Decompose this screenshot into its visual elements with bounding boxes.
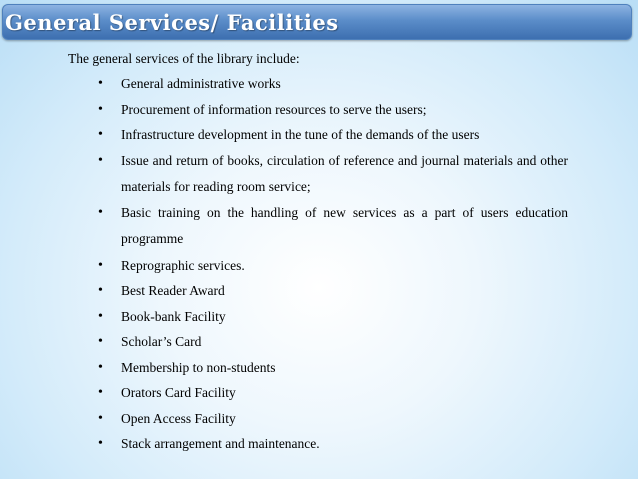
bullet-icon: • — [98, 359, 103, 375]
intro-text: The general services of the library include: — [68, 51, 300, 66]
list-item-text: General administrative works — [121, 76, 281, 91]
list-item — [96, 406, 568, 431]
bullet-icon: • — [98, 257, 103, 273]
list-item — [96, 97, 568, 122]
list-item-text: Scholar’s Card — [121, 334, 202, 349]
bullet-icon: • — [98, 436, 103, 451]
bullet-icon: • — [98, 410, 103, 426]
list-item — [96, 200, 568, 252]
list-item-text: Book-bank Facility — [121, 308, 226, 324]
bullet-icon: • — [98, 283, 103, 298]
bullet-icon: • — [98, 76, 103, 91]
list-item-text: Membership to non-students — [121, 359, 276, 375]
services-list — [96, 71, 568, 457]
list-item-text: Orators Card Facility — [121, 385, 236, 400]
list-item — [96, 122, 568, 147]
list-item — [96, 253, 568, 278]
list-item — [96, 329, 568, 354]
list-item-text: Issue and return of books, circulation of reference and journal materials and other materials for reading room service; — [121, 152, 568, 194]
bullet-icon: • — [98, 334, 103, 349]
list-item-text: Stack arrangement and maintenance. — [121, 436, 320, 451]
list-item — [96, 431, 568, 456]
bullet-icon: • — [98, 127, 103, 142]
bullet-icon: • — [98, 385, 103, 400]
title-bar — [2, 4, 632, 40]
slide-title: General Services/ Facilities — [5, 10, 339, 35]
list-item-text: Reprographic services. — [121, 257, 245, 273]
list-item — [96, 148, 568, 200]
list-item — [96, 278, 568, 303]
list-item — [96, 380, 568, 405]
list-item — [96, 71, 568, 96]
list-item-text: Infrastructure development in the tune of the demands of the users — [121, 127, 480, 142]
list-item — [96, 355, 568, 380]
list-item — [96, 304, 568, 329]
bullet-icon: • — [98, 101, 103, 117]
bullet-icon: • — [98, 308, 103, 324]
bullet-icon: • — [98, 152, 103, 168]
bullet-icon: • — [98, 205, 103, 220]
list-item-text: Procurement of information resources to serve the users; — [121, 101, 427, 117]
list-item-text: Best Reader Award — [121, 283, 225, 298]
list-item-text: Open Access Facility — [121, 410, 236, 426]
list-item-text: Basic training on the handling of new services as a part of users education programme — [121, 205, 568, 246]
